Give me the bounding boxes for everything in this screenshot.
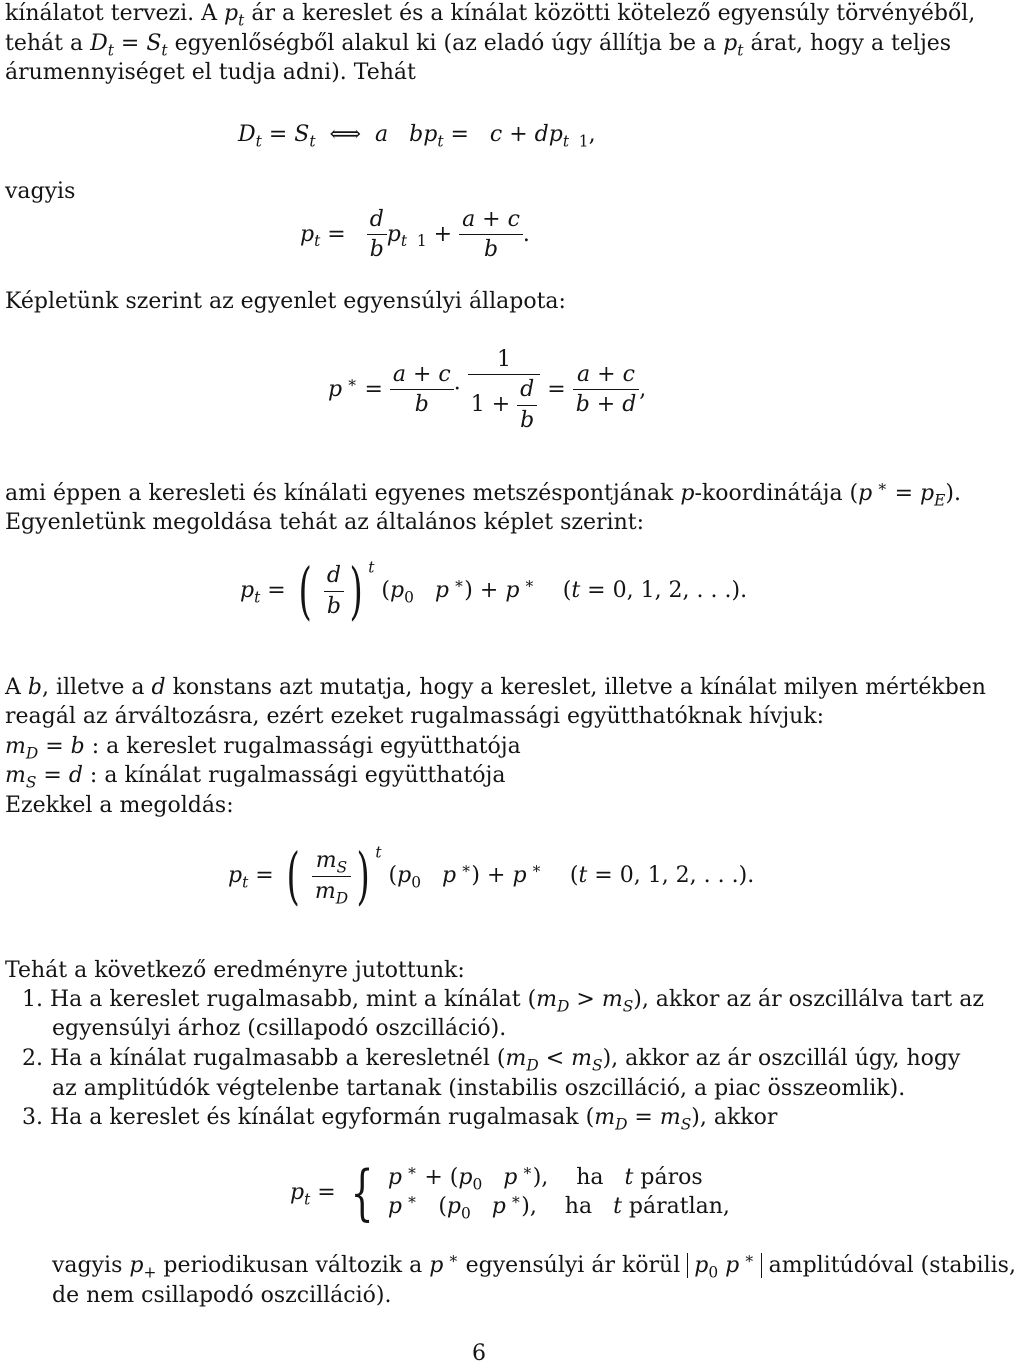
final-line-1: vagyis $p_+$ periodikusan változik a p ∗ egyensúlyi ár körül $p_0$ p ∗ amplitúdóval (stabilis, xyxy=(52,1249,1016,1282)
para1-line-2: Egyenletünk megoldása tehát az általános képlet szerint: xyxy=(5,510,644,535)
result-item-2-cont: az amplitúdók végtelenbe tartanak (instabilis oszcilláció, a piac összeomlik). xyxy=(52,1076,906,1101)
result-item-1: 1. Ha a kereslet rugalmasabb, mint a kínálat $(m_D > m_S)$, akkor az ár oszcillálva tart az xyxy=(22,987,984,1016)
result-item-1-cont: egyensúlyi árhoz (csillapodó oszcilláció). xyxy=(52,1016,507,1041)
equation-equilibrium: $D_t = S_t$ ⟺ a $bp_t = c + dp_t$ $_1$, xyxy=(238,122,596,151)
final-line-2: de nem csillapodó oszcilláció). xyxy=(52,1283,392,1308)
kepletunk-text: Képletünk szerint az egyenlet egyensúlyi állapota: xyxy=(5,289,566,314)
vagyis-label: vagyis xyxy=(5,179,76,204)
para1-line-1: ami éppen a keresleti és kínálati egyenes metszéspontjának p-koordinátája (p $^∗ = p_E$). xyxy=(5,477,961,510)
results-intro: Tehát a következő eredményre jutottunk: xyxy=(5,958,465,983)
equation-equilibrium-price: p ∗ = $\frac{a + c}{b}$ · 1 1 + $\frac{d}{b}$ = $\frac{a + c}{b + d}$ , xyxy=(328,347,647,433)
intro-line-3: árumennyiséget el tudja adni). Tehát xyxy=(5,60,416,85)
para2-ezekkel: Ezekkel a megoldás: xyxy=(5,793,234,818)
equation-elasticity-solution: $p_t$ = ( $\frac{m_S}{m_D}$ ) $^t$ ($p_0$ p ∗) + p ∗ (t = 0, 1, 2, . . .). xyxy=(228,839,755,912)
equation-cases: $p_t$ = { p $^∗ + (p_0$ p ∗), ha t páros p ∗ ($p_0$ p ∗), ha t páratlan, xyxy=(290,1158,730,1228)
para2-mD-line: $m_D = b$ : a kereslet rugalmassági együtthatója xyxy=(5,734,521,763)
para2-mS-line: $m_S = d$ : a kínálat rugalmassági együtthatója xyxy=(5,763,506,792)
equation-general-solution: $p_t$ = ( $\frac{d}{b}$ ) $^t$ ($p_0$ p ∗) + p ∗ (t = 0, 1, 2, . . .). xyxy=(240,554,748,627)
intro-line-2: tehát a $D_t = S_t$ egyenlőségből alakul ki (az eladó úgy állítja be a $p_t$ árat, hogy a teljes xyxy=(5,31,952,60)
result-item-3: 3. Ha a kereslet és kínálat egyformán rugalmasak $(m_D = m_S)$, akkor xyxy=(22,1105,778,1134)
intro-line-1: kínálatot tervezi. A $p_t$ ár a kereslet és a kínálat közötti kötelező egyensúly törvényéből, xyxy=(5,1,976,30)
equation-price-recursion: $p_t$ = $\frac{d}{b}$ $p_t$ $_1$ + $\frac{a + c}{b}$ . xyxy=(300,207,530,263)
result-item-2: 2. Ha a kínálat rugalmasabb a keresletnél $(m_D < m_S)$, akkor az ár oszcillál úgy, hogy xyxy=(22,1046,961,1075)
para2-line-1: A b, illetve a d konstans azt mutatja, hogy a kereslet, illetve a kínálat milyen mértékben xyxy=(5,675,986,700)
para2-line-2: reagál az árváltozásra, ezért ezeket rugalmassági együtthatóknak hívjuk: xyxy=(5,704,825,729)
page-number: 6 xyxy=(472,1341,486,1366)
